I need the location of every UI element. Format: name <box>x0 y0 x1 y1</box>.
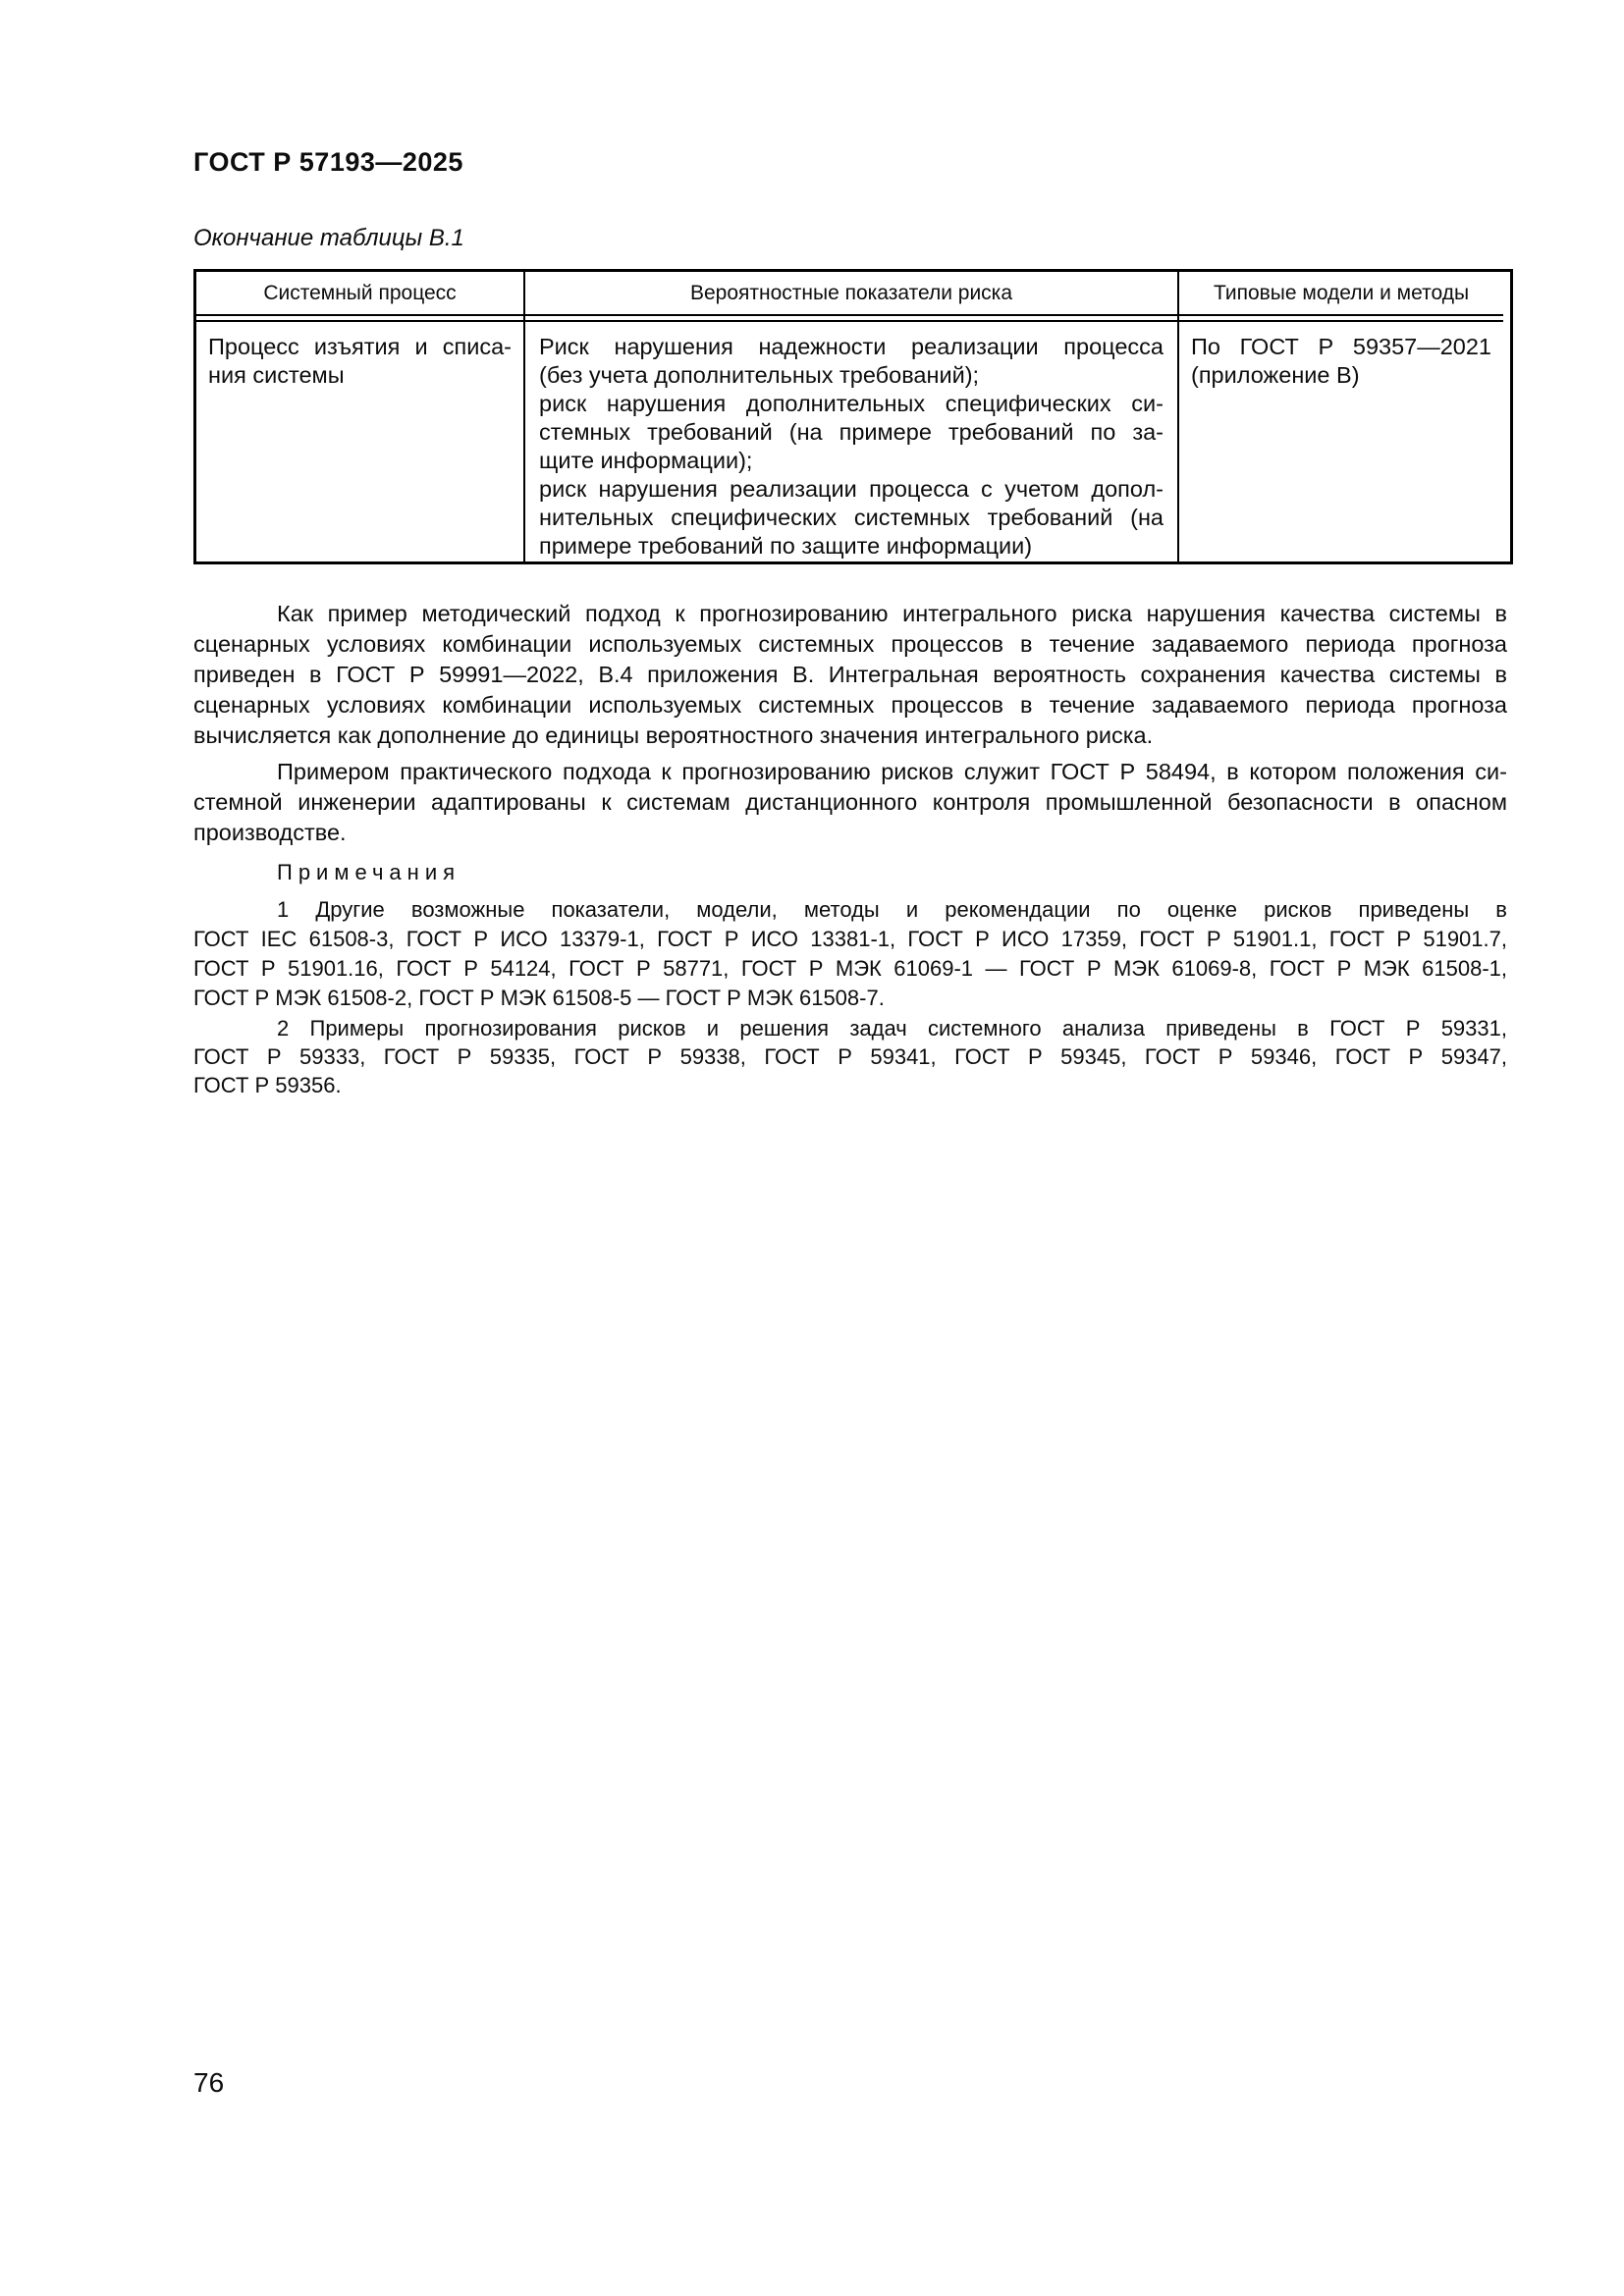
text-line: По ГОСТ Р 59357—2021 <box>1191 334 1491 359</box>
text-line: щите информации); <box>539 448 753 473</box>
text-line: Примером практического подхода к прогнозированию рисков служит ГОСТ Р 58494, в котором положения си- <box>277 759 1507 784</box>
cell-models-methods <box>1179 322 1503 561</box>
text-line: ГОСТ Р МЭК 61508-2, ГОСТ Р МЭК 61508-5 — ГОСТ Р МЭК 61508-7. <box>193 986 885 1010</box>
notes-heading: Примечания <box>277 860 461 884</box>
column-header-risk-indicators: Вероятностные показатели риска <box>525 272 1177 316</box>
text-line: Риск нарушения надежности реализации процесса <box>539 334 1164 359</box>
cell-risk-indicators <box>525 322 1177 561</box>
text-line: сценарных условиях комбинации используемых системных процессов в течение задаваемого периода прогноза <box>193 692 1507 718</box>
text-line: примере требований по защите информации) <box>539 533 1033 559</box>
text-line: вычисляется как дополнение до единицы вероятностного значения интегрального риска. <box>193 722 1154 748</box>
text-line: ния системы <box>208 362 345 388</box>
column-header-models-methods: Типовые модели и методы <box>1179 272 1503 316</box>
text-line: стемной инженерии адаптированы к системам дистанционного контроля промышленной безопасности в опасном <box>193 789 1507 815</box>
text-line: 1 Другие возможные показатели, модели, методы и рекомендации по оценке рисков приведены в <box>277 897 1507 922</box>
column-header-system-process: Системный процесс <box>196 272 523 316</box>
table-column-models-methods <box>1179 272 1503 561</box>
text-line: риск нарушения реализации процесса с учетом допол- <box>539 476 1164 502</box>
indicator-item-1 <box>539 333 1164 390</box>
text-line: Как пример методический подход к прогнозированию интегрального риска нарушения качества системы в <box>277 601 1507 626</box>
text-line: ГОСТ Р 59356. <box>193 1073 342 1097</box>
table-column-risk-indicators <box>525 272 1179 561</box>
text-line: производстве. <box>193 820 347 845</box>
paragraph-methodical-approach <box>193 599 1507 751</box>
cell-system-process <box>196 322 523 561</box>
text-line: нительных специфических системных требований (на <box>539 505 1164 530</box>
text-line: ГОСТ IEC 61508-3, ГОСТ Р ИСО 13379-1, ГОСТ Р ИСО 13381-1, ГОСТ Р ИСО 17359, ГОСТ Р 51901.1, ГОСТ Р 51901.7, <box>193 927 1507 951</box>
text-line: (без учета дополнительных требований); <box>539 362 980 388</box>
paragraph-practical-approach <box>193 757 1507 848</box>
text-line: риск нарушения дополнительных специфических си- <box>539 391 1164 416</box>
note-2 <box>193 1014 1507 1099</box>
text-line: (приложение В) <box>1191 362 1360 388</box>
text-line: приведен в ГОСТ Р 59991—2022, В.4 приложения В. Интегральная вероятность сохранения качества системы в <box>193 662 1507 687</box>
text-line: 2 Примеры прогнозирования рисков и решения задач системного анализа приведены в ГОСТ Р 59331, <box>277 1016 1507 1041</box>
text-line: сценарных условиях комбинации используемых системных процессов в течение задаваемого периода прогноза <box>193 631 1507 657</box>
risk-indicators-table <box>193 269 1513 564</box>
text-line: ГОСТ Р 51901.16, ГОСТ Р 54124, ГОСТ Р 58771, ГОСТ Р МЭК 61069-1 — ГОСТ Р МЭК 61069-8, ГОСТ Р МЭК 61508-1, <box>193 956 1507 981</box>
text-line: стемных требований (на примере требований по за- <box>539 419 1164 445</box>
indicator-item-3 <box>539 475 1164 561</box>
page-number: 76 <box>193 2067 225 2098</box>
indicator-item-2 <box>539 390 1164 475</box>
table-column-system-process <box>196 272 525 561</box>
text-line: ГОСТ Р 59333, ГОСТ Р 59335, ГОСТ Р 59338, ГОСТ Р 59341, ГОСТ Р 59345, ГОСТ Р 59346, ГОСТ Р 59347, <box>193 1044 1507 1069</box>
text-line: Процесс изъятия и списа- <box>208 334 512 359</box>
note-1 <box>193 895 1507 1013</box>
standard-code-header: ГОСТ Р 57193—2025 <box>193 147 463 177</box>
table-caption: Окончание таблицы В.1 <box>193 225 464 251</box>
